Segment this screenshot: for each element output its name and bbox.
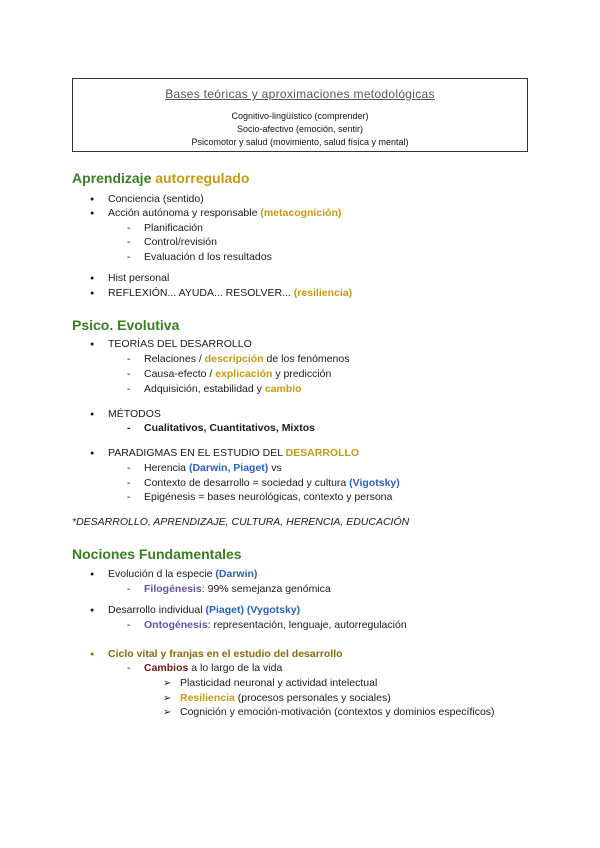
sub-item: - Causa-efecto / explicación y predicción [144,368,331,381]
sub-item: - Cambios a lo largo de la vida [144,662,282,675]
header-line-3: Psicomotor y salud (movimiento, salud física y mental) [191,137,409,147]
sub-item: - Control/revisión [144,236,217,249]
list-item: ● Ciclo vital y franjas en el estudio del desarrollo [108,648,343,661]
arrow-item: ➢ Plasticidad neuronal y actividad intelectual [180,677,377,690]
list-item: ● REFLEXIÓN... AYUDA... RESOLVER... (resiliencia) [108,287,352,300]
sub-item: - Adquisición, estabilidad y cambio [144,383,302,396]
sub-item: - Planificación [144,222,203,235]
list-item: ● Evolución d la especie (Darwin) [108,568,257,581]
list-item: ● Desarrollo individual (Piaget) (Vygotsky) [108,604,300,617]
list-item: ● MÉTODOS [108,408,161,421]
list-item: ● Acción autónoma y responsable (metacognición) [108,207,341,220]
list-item: ● TEORÍAS DEL DESARROLLO [108,338,252,351]
sub-item: - Epigénesis = bases neurológicas, contexto y persona [144,491,392,504]
header-line-2: Socio-afectivo (emoción, sentir) [236,124,364,134]
sub-item: - Relaciones / descripción de los fenómenos [144,353,349,366]
list-item: ● Conciencia (sentido) [108,193,204,206]
section-title-nociones: Nociones Fundamentales [72,546,242,562]
note: *DESARROLLO, APRENDIZAJE, CULTURA, HERENCIA, EDUCACIÓN [72,516,410,528]
sub-item: - Contexto de desarrollo = sociedad y cultura (Vigotsky) [144,477,400,490]
arrow-item: ➢ Resiliencia (procesos personales y sociales) [180,692,391,705]
arrow-item: ➢ Cognición y emoción-motivación (contextos y dominios específicos) [180,706,495,719]
list-item: ● PARADIGMAS EN EL ESTUDIO DEL DESARROLLO [108,447,359,460]
sub-item: - Ontogénesis: representación, lenguaje, autorregulación [144,619,407,632]
header-box [72,78,528,152]
sub-item: - Filogénesis: 99% semejanza genómica [144,583,331,596]
sub-item: - Herencia (Darwin, Piaget) vs [144,462,282,475]
sub-item: - Cualitativos, Cuantitativos, Mixtos [144,422,315,435]
section-title-psico: Psico. Evolutiva [72,317,180,333]
sub-item: - Evaluación d los resultados [144,251,272,264]
header-line-1: Cognitivo-lingüístico (comprender) [231,111,369,121]
list-item: ● Hist personal [108,272,169,285]
header-title: Bases teóricas y aproximaciones metodológicas [165,87,435,101]
section-title-aprendizaje: Aprendizaje autorregulado [72,170,250,186]
